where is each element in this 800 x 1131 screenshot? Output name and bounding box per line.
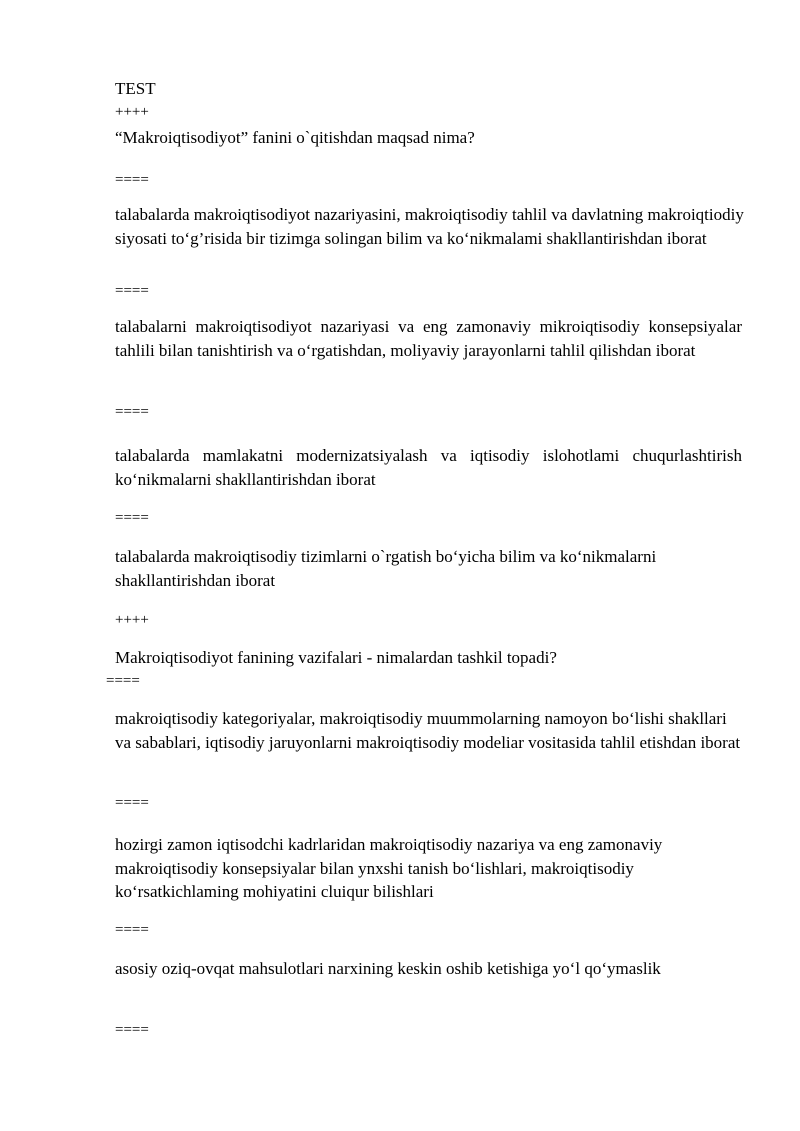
answer-separator: ==== — [115, 795, 149, 811]
document-title: TEST — [115, 79, 156, 98]
answer-separator: ==== — [115, 1022, 149, 1038]
answer-separator: ==== — [115, 510, 149, 526]
answer-option: asosiy oziq-ovqat mahsulotlari narxining keskin oshib ketishiga yo‘l qo‘ymaslik — [115, 959, 661, 978]
question-marker: ++++ — [115, 612, 149, 628]
question-text: Makroiqtisodiyot fanining vazifalari - nimalardan tashkil topadi? — [115, 648, 557, 667]
question-text: “Makroiqtisodiyot” fanini o`qitishdan maqsad nima? — [115, 128, 475, 147]
answer-separator: ==== — [115, 172, 149, 188]
answer-option: makroiqtisodiy kategoriyalar, makroiqtisodiy muummolarning namoyon bo‘lishi shakllari va sabablari, iqtisodiy jaruyonlarni makroiqtisodiy modeliar vositasida tahlil etishdan iborat — [115, 709, 741, 752]
answer-separator: ==== — [115, 922, 149, 938]
question-marker: ++++ — [115, 104, 149, 120]
answer-option: talabalarni makroiqtisodiyot nazariyasi va eng zamonaviy mikroiqtisodiy konsepsiyalar tahlili bilan tanishtirish va o‘rgatishdan, moliyaviy jarayonlarni tahlil qilishdan iborat — [115, 317, 742, 360]
answer-option: talabalarda mamlakatni modernizatsiyalash va iqtisodiy islohotlami chuqurlashtirish ko‘nikmalarni shakllantirishdan iborat — [115, 446, 742, 489]
answer-separator: ==== — [115, 283, 149, 299]
answer-separator: ==== — [115, 404, 149, 420]
answer-separator: ==== — [106, 673, 140, 689]
answer-option: talabalarda makroiqtisodiy tizimlarni o`rgatish bo‘yicha bilim va ko‘nikmalarni shakllantirishdan iborat — [115, 547, 657, 590]
answer-option: talabalarda makroiqtisodiyot nazariyasini, makroiqtisodiy tahlil va davlatning makroiqtiodiy siyosati to‘g’risida bir tizimga solingan bilim va ko‘nikmalami shakllantirishdan iborat — [115, 205, 744, 248]
answer-option: hozirgi zamon iqtisodchi kadrlaridan makroiqtisodiy nazariya va eng zamonaviy makroiqtisodiy konsepsiyalar bilan ynxshi tanish bo‘lishlari, makroiqtisodiy ko‘rsatkichlaming mohiyatini cluiqur bilishlari — [115, 835, 663, 902]
